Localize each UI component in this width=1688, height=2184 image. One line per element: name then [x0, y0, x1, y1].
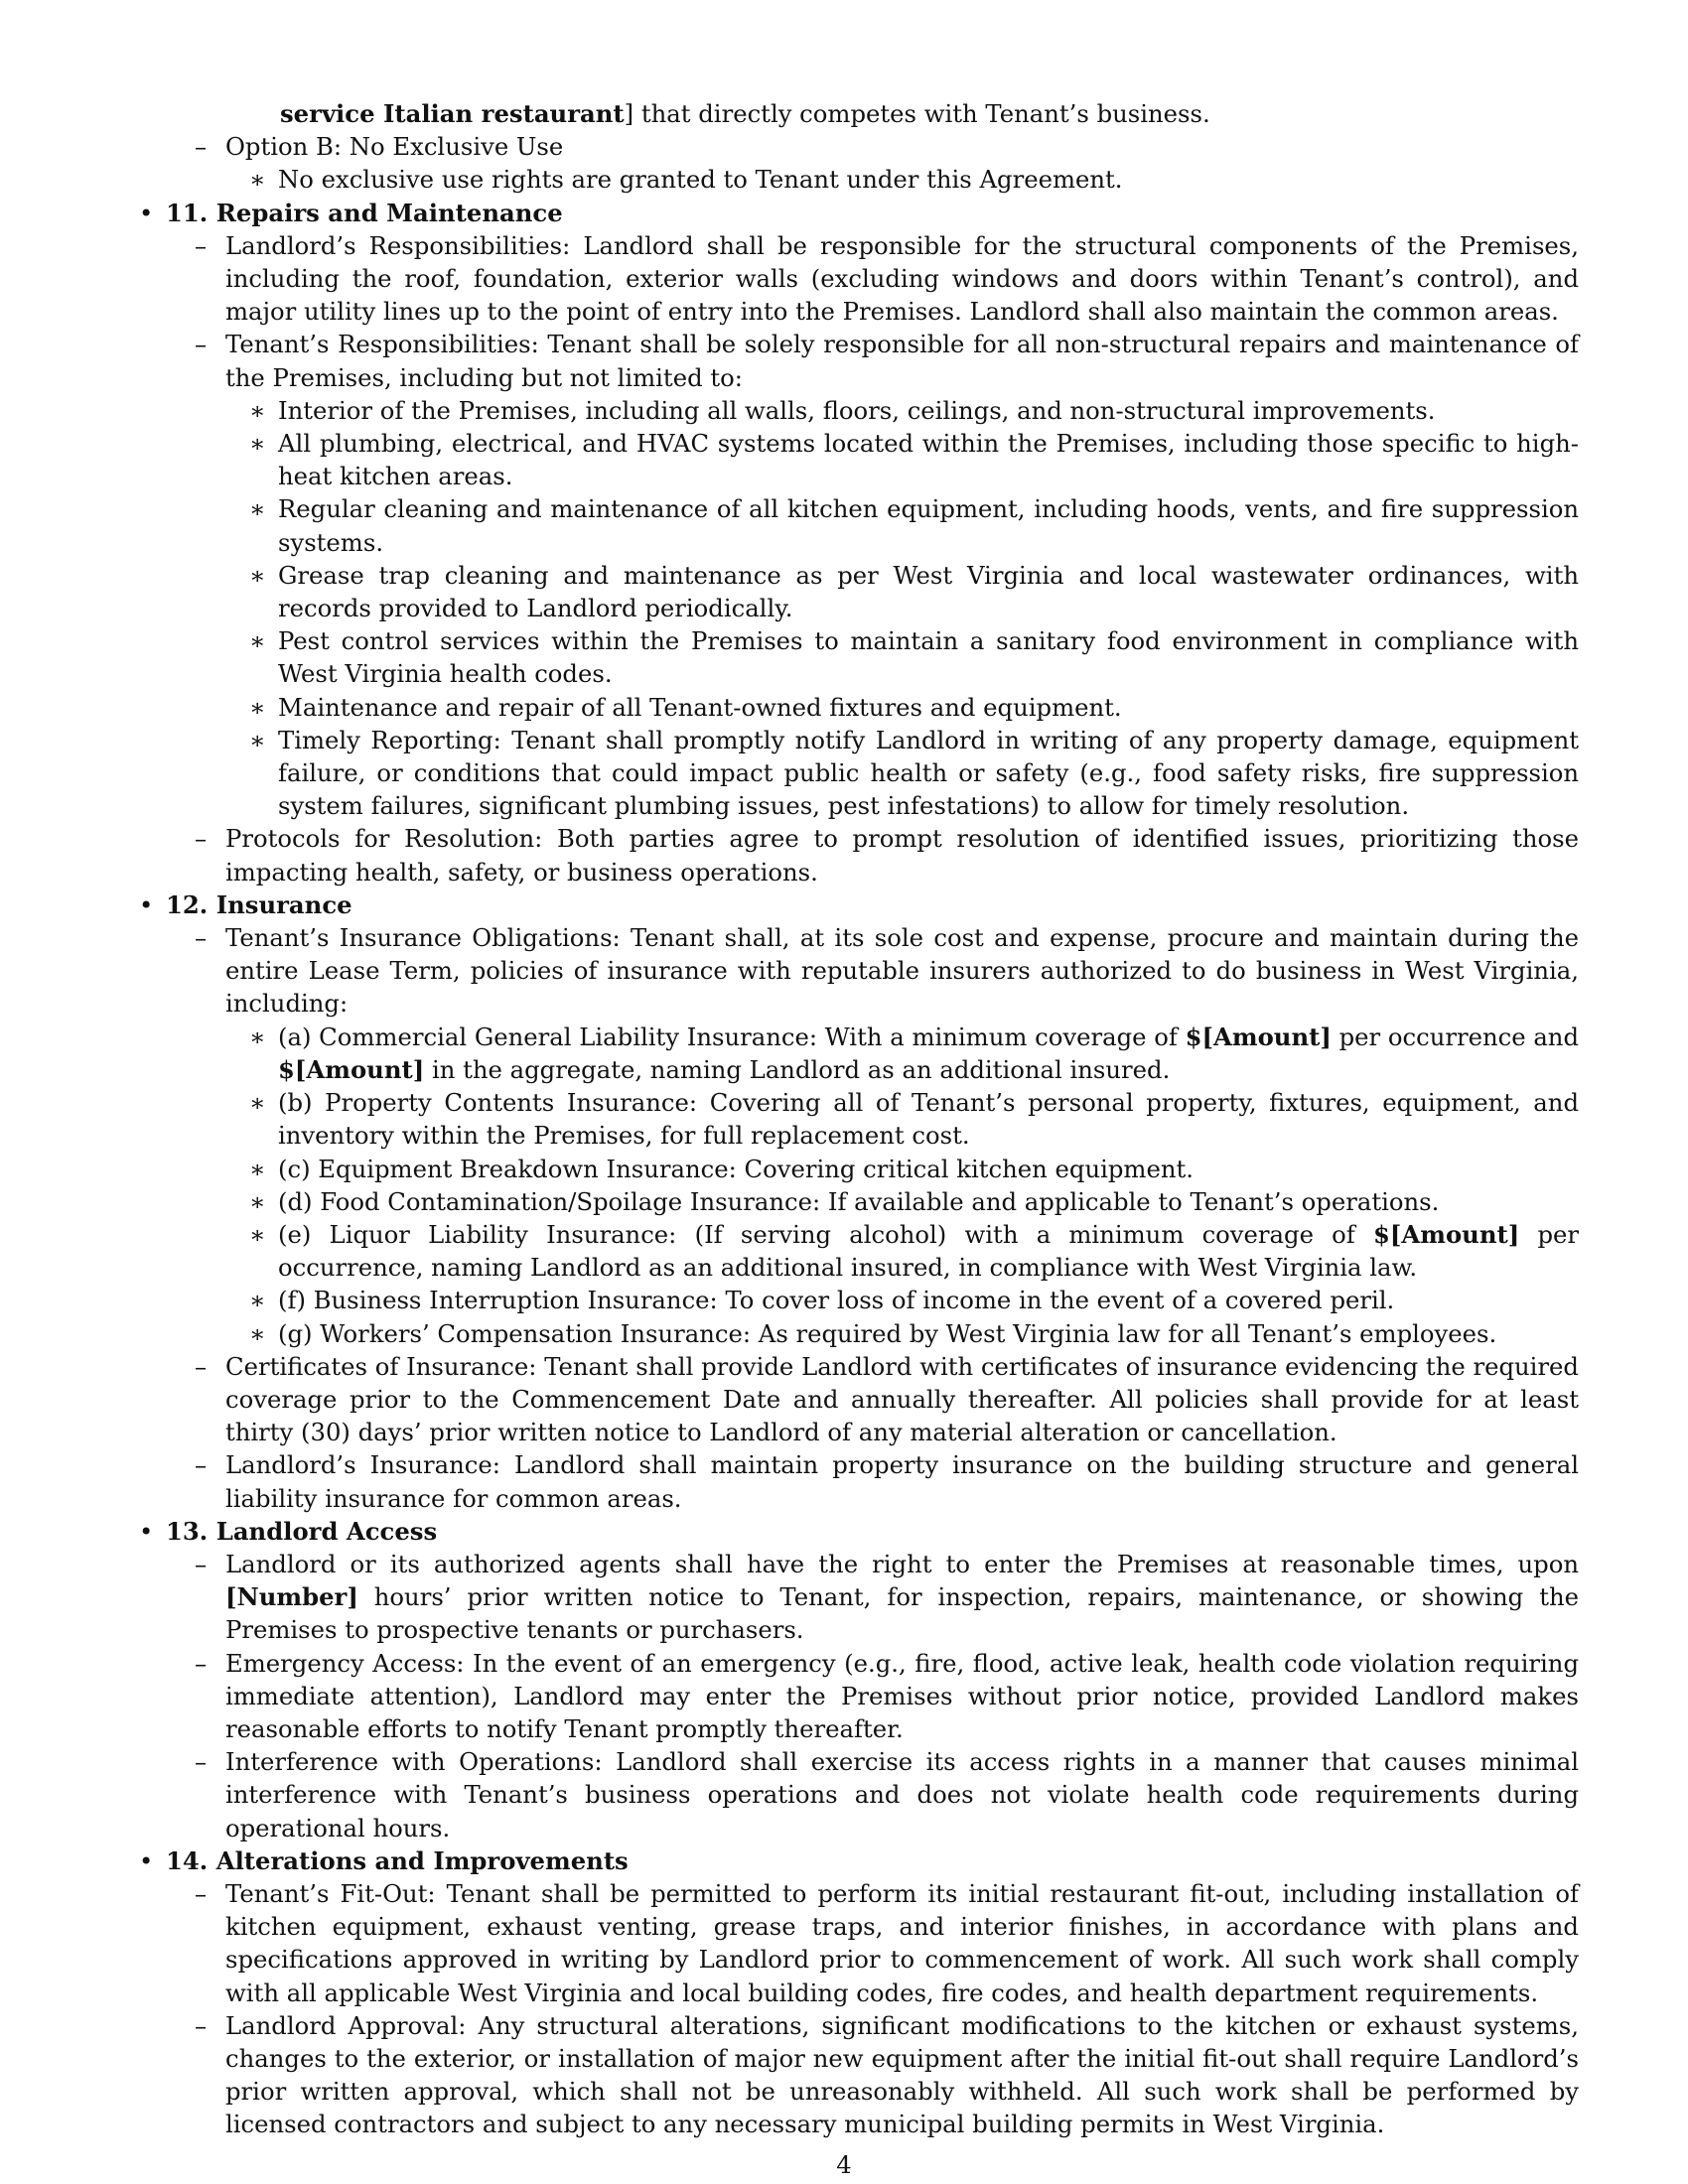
list-item: ∗ Regular cleaning and maintenance of all kitchen equipment, including hoods, vents, and fire suppression systems. [249, 494, 1579, 557]
bullet-icon: • [139, 198, 154, 227]
asterisk-bullet: ∗ [249, 1088, 266, 1118]
dash-bullet: – [195, 1648, 208, 1678]
list-item: ∗ (c) Equipment Breakdown Insurance: Covering critical kitchen equipment. [139, 1153, 1579, 1185]
certificates-of-insurance: – Certificates of Insurance: Tenant shall provide Landlord with certificates of insurance evidencing the required coverage prior to the Commencement Date and annually thereafter. All policies shall provide for at least thirty (30) days’ prior written notice to Landlord of any material alteration or cancellation. [195, 1351, 1579, 1447]
landlord-access-notice: – Landlord or its authorized agents shall have the right to enter the Premises at reasonable times, upon [Number] hours’ prior written notice to Tenant, for inspection, repairs, maintenance, or showing the Premises to prospective tenants or purchasers. [195, 1549, 1579, 1645]
asterisk-bullet: ∗ [249, 494, 266, 524]
section-title: 12. Insurance [166, 889, 352, 919]
section-12-heading [139, 888, 1579, 921]
dash-bullet: – [195, 1549, 208, 1578]
continuation-bold: service Italian restaurant [280, 99, 625, 128]
asterisk-bullet: ∗ [249, 692, 266, 722]
list-item: ∗ Timely Reporting: Tenant shall promptly notify Landlord in writing of any property damage, equipment failure, or conditions that could impact public health or safety (e.g., food safety risks, fire suppression system failures, significant plumbing issues, pest infestations) to allow for timely resolution. [249, 725, 1579, 821]
continuation-line [139, 97, 1579, 130]
tenant-responsibilities: – Tenant’s Responsibilities: Tenant shall be solely responsible for all non-structural repairs and maintenance of the Premises, including but not limited to: [195, 330, 1579, 392]
dash-bullet: – [195, 230, 208, 260]
asterisk-bullet: ∗ [249, 1022, 266, 1051]
asterisk-bullet: ∗ [249, 626, 266, 656]
section-title: 13. Landlord Access [166, 1516, 438, 1546]
list-item: ∗ (d) Food Contamination/Spoilage Insurance: If available and applicable to Tenant’s operations. [139, 1185, 1579, 1218]
list-item: ∗ Interior of the Premises, including all walls, floors, ceilings, and non-structural improvements. [139, 394, 1579, 427]
dash-bullet: – [195, 2010, 208, 2040]
list-item: ∗ Pest control services within the Premises to maintain a sanitary food environment in compliance with West Virginia health codes. [249, 626, 1579, 689]
asterisk-bullet: ∗ [249, 1318, 266, 1348]
tenant-fit-out: – Tenant’s Fit-Out: Tenant shall be permitted to perform its initial restaurant fit-out, including installation of kitchen equipment, exhaust venting, grease traps, and interior finishes, in accordance with plans and specifications approved in writing by Landlord prior to commencement of work. All such work shall comply with all applicable West Virginia and local building codes, fire codes, and health department requirements. [195, 1878, 1579, 2007]
asterisk-bullet: ∗ [249, 1286, 266, 1315]
list-item: ∗ Maintenance and repair of all Tenant-owned fixtures and equipment. [139, 691, 1579, 724]
asterisk-bullet: ∗ [249, 725, 266, 754]
number-placeholder: [Number] [225, 1582, 358, 1612]
document-page [139, 97, 1579, 2141]
bullet-icon: • [139, 1516, 154, 1546]
list-item: ∗ (b) Property Contents Insurance: Covering all of Tenant’s personal property, fixtures, equipment, and inventory within the Premises, for full replacement cost. [249, 1088, 1579, 1151]
asterisk-bullet: ∗ [249, 1154, 266, 1183]
section-13-heading [139, 1515, 1579, 1548]
section-title: 11. Repairs and Maintenance [166, 198, 563, 227]
dash-bullet: – [195, 1747, 208, 1777]
asterisk-bullet: ∗ [249, 429, 266, 459]
dash-bullet: – [195, 330, 208, 359]
dash-bullet: – [195, 132, 208, 162]
list-item: ∗ All plumbing, electrical, and HVAC systems located within the Premises, including those specific to high-heat kitchen areas. [249, 429, 1579, 491]
asterisk-bullet: ∗ [249, 1219, 266, 1249]
landlord-approval: – Landlord Approval: Any structural alterations, significant modifications to the kitchen or exhaust systems, changes to the exterior, or installation of major new equipment after the initial fit-out shall require Landlord’s prior written approval, which shall not be unreasonably withheld. All such work shall be performed by licensed contractors and subject to any necessary municipal building permits in West Virginia. [195, 2010, 1579, 2139]
interference-with-operations: – Interference with Operations: Landlord shall exercise its access rights in a manner that causes minimal interference with Tenant’s business operations and does not violate health code requirements during operational hours. [195, 1747, 1579, 1843]
landlord-insurance: – Landlord’s Insurance: Landlord shall maintain property insurance on the building structure and general liability insurance for common areas. [195, 1450, 1579, 1513]
landlord-responsibilities: – Landlord’s Responsibilities: Landlord shall be responsible for the structural components of the Premises, including the roof, foundation, exterior walls (excluding windows and doors within Tenant’s control), and major utility lines up to the point of entry into the Premises. Landlord shall also maintain the common areas. [195, 230, 1579, 327]
emergency-access: – Emergency Access: In the event of an emergency (e.g., fire, flood, active leak, health code violation requiring immediate attention), Landlord may enter the Premises without prior notice, provided Landlord makes reasonable efforts to notify Tenant promptly thereafter. [195, 1648, 1579, 1743]
list-item: ∗ Grease trap cleaning and maintenance as per West Virginia and local wastewater ordinances, with records provided to Landlord periodically. [249, 560, 1579, 623]
amount-placeholder: $[Amount] [1185, 1022, 1332, 1051]
tenant-insurance-obligations: – Tenant’s Insurance Obligations: Tenant shall, at its sole cost and expense, procure and maintain during the entire Lease Term, policies of insurance with reputable insurers authorized to do business in West Virginia, including: [195, 923, 1579, 1019]
list-item: ∗ (g) Workers’ Compensation Insurance: As required by West Virginia law for all Tenant’s employees. [139, 1317, 1579, 1350]
amount-placeholder: $[Amount] [1373, 1219, 1520, 1249]
asterisk-bullet: ∗ [249, 395, 266, 425]
dash-bullet: – [195, 923, 208, 953]
list-item: ∗ (a) Commercial General Liability Insurance: With a minimum coverage of $[Amount] per occurrence and $[Amount] in the aggregate, naming Landlord as an additional insured. [249, 1022, 1580, 1084]
amount-placeholder: $[Amount] [278, 1054, 425, 1084]
dash-bullet: – [195, 1351, 208, 1381]
protocols-for-resolution: – Protocols for Resolution: Both parties agree to prompt resolution of identified issues, prioritizing those impacting health, safety, or business operations. [195, 824, 1579, 887]
continuation-rest: ] that directly competes with Tenant’s business. [624, 99, 1210, 128]
bullet-icon: • [139, 1845, 154, 1875]
page-number: 4 [836, 2150, 852, 2179]
option-b-label: Option B: No Exclusive Use [225, 132, 564, 162]
asterisk-bullet: ∗ [249, 560, 266, 590]
section-11-heading [139, 197, 1579, 229]
asterisk-bullet: ∗ [249, 165, 266, 195]
list-item: ∗ No exclusive use rights are granted to Tenant under this Agreement. [139, 163, 1579, 196]
asterisk-bullet: ∗ [249, 1186, 266, 1216]
dash-bullet: – [195, 824, 208, 854]
option-b [139, 130, 1579, 163]
bullet-icon: • [139, 889, 154, 919]
dash-bullet: – [195, 1450, 208, 1480]
list-item: ∗ (f) Business Interruption Insurance: To cover loss of income in the event of a covered peril. [139, 1284, 1579, 1316]
dash-bullet: – [195, 1878, 208, 1908]
list-item: ∗ (e) Liquor Liability Insurance: (If serving alcohol) with a minimum coverage of $[Amount] per occurrence, naming Landlord as an additional insured, in compliance with West Virginia law. [249, 1219, 1579, 1283]
section-title: 14. Alterations and Improvements [166, 1845, 629, 1875]
section-14-heading [139, 1844, 1579, 1877]
